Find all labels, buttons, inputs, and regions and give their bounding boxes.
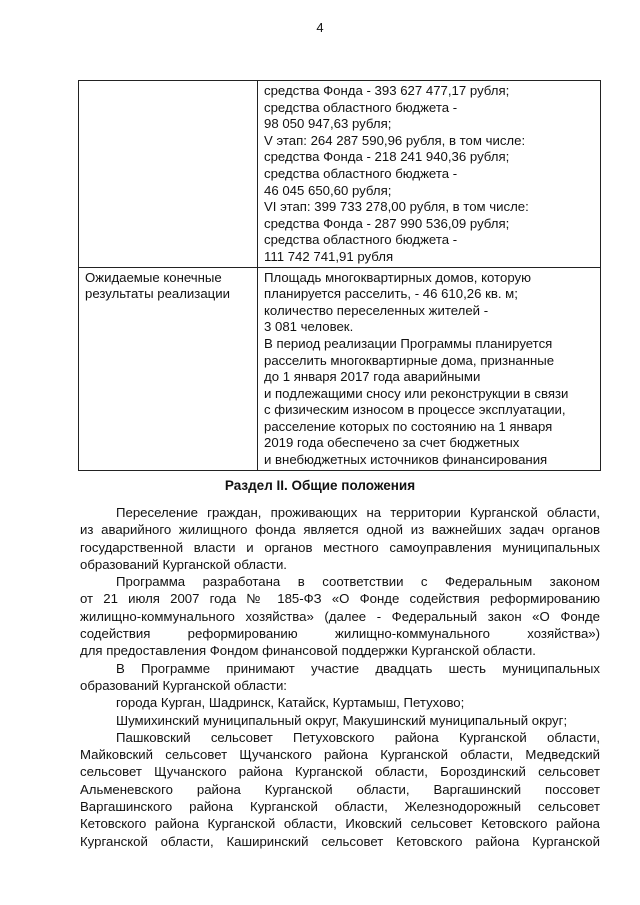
cell-line: 3 081 человек. <box>264 319 354 335</box>
text-line: Курганской области, Каширинский сельсовет Кетовского района Курганской <box>80 833 600 849</box>
cell-line: средства Фонда - 218 241 940,36 рубля; <box>264 149 510 165</box>
text-line: В Программе принимают участие двадцать шесть муниципальных <box>116 660 600 676</box>
cell-line: количество переселенных жителей - <box>264 302 489 318</box>
cell-line: 98 050 947,63 рубля; <box>264 116 392 132</box>
text-line: образований Курганской области: <box>80 677 287 693</box>
cell-line: результаты реализации <box>85 286 230 302</box>
text-line: государственной власти и органов местного самоуправления муниципальных <box>80 539 600 555</box>
text-line: из аварийного жилищного фонда является одной из важнейших задач органов <box>80 522 600 538</box>
cell-line: и подлежащими сносу или реконструкции в связи <box>264 385 569 401</box>
text-line: от 21 июля 2007 года № 185-ФЗ «О Фонде содействия реформированию <box>80 591 600 607</box>
text-line: сельсовет Щучанского района Курганской области, Бороздинский сельсовет <box>80 764 600 780</box>
cell-line: 111 742 741,91 рубля <box>264 248 394 264</box>
paragraph-3 <box>80 660 600 695</box>
text-line: для предоставления Фондом финансовой поддержки Курганской области. <box>80 643 536 659</box>
page-number: 4 <box>316 20 324 35</box>
text-line: Пашковский сельсовет Петуховского района Курганской области, <box>116 729 600 745</box>
cell-line: В период реализации Программы планируется <box>264 335 553 351</box>
table-row <box>79 81 601 268</box>
text-line: содействия реформированию жилищно-коммунального хозяйства») <box>80 626 600 642</box>
text-line: Альменевского района Курганской области, Варгашинский поссовет <box>80 781 600 797</box>
paragraph-4 <box>80 694 600 711</box>
cell-line: расселение которых по состоянию на 1 января <box>264 418 553 434</box>
text-line: Варгашинского района Курганской области, Железнодорожный сельсовет <box>80 799 600 815</box>
text-line: города Курган, Шадринск, Катайск, Куртамыш, Петухово; <box>116 695 465 711</box>
cell-line: 2019 года обеспечено за счет бюджетных <box>264 435 520 451</box>
text-line: Кетовского района Курганской области, Иковский сельсовет Кетовского района <box>80 816 600 832</box>
paragraph-6 <box>80 729 600 850</box>
cell-line: V этап: 264 287 590,96 рубля, в том числе: <box>264 132 526 148</box>
cell-line: планируется расселить, - 46 610,26 кв. м; <box>264 286 518 302</box>
paragraph-2 <box>80 573 600 659</box>
cell-line: средства областного бюджета - <box>264 232 458 248</box>
text-line: Майковский сельсовет Щучанского района Курганской области, Медведский <box>80 747 600 763</box>
text-line: образований Курганской области. <box>80 556 287 572</box>
cell-line: средства областного бюджета - <box>264 165 458 181</box>
cell-line: с физическим износом в процессе эксплуатации, <box>264 402 566 418</box>
cell-line: Ожидаемые конечные <box>85 269 222 285</box>
text-line: Переселение граждан, проживающих на территории Курганской области, <box>116 505 600 520</box>
cell-line: и внебюджетных источников финансирования <box>264 452 548 468</box>
paragraph-5 <box>80 712 600 729</box>
table-cell-empty <box>79 81 258 268</box>
expected-results-cell <box>258 267 601 470</box>
table-row <box>79 267 601 470</box>
cell-line: VI этап: 399 733 278,00 рубля, в том числе: <box>264 199 529 215</box>
text-line: Программа разработана в соответствии с Федеральным законом <box>116 574 600 590</box>
expected-results-label-cell <box>79 267 258 470</box>
section-title: Раздел II. Общие положения <box>224 478 416 493</box>
program-passport-table <box>78 80 601 471</box>
cell-line: средства Фонда - 393 627 477,17 рубля; <box>264 83 510 98</box>
cell-line: средства Фонда - 287 990 536,09 рубля; <box>264 215 510 231</box>
funding-stages-cell <box>258 81 601 268</box>
body-text <box>80 504 600 850</box>
cell-line: средства областного бюджета - <box>264 99 458 115</box>
text-line: жилищно-коммунального хозяйства» (далее - Федеральный закон «О Фонде <box>80 608 600 624</box>
cell-line: 46 045 650,60 рубля; <box>264 182 392 198</box>
cell-line: расселить многоквартирные дома, признанные <box>264 352 555 368</box>
text-line: Шумихинский муниципальный округ, Макушинский муниципальный округ; <box>116 712 568 728</box>
paragraph-1 <box>80 504 600 573</box>
cell-line: Площадь многоквартирных домов, которую <box>264 269 531 285</box>
cell-line: до 1 января 2017 года аварийными <box>264 369 481 385</box>
